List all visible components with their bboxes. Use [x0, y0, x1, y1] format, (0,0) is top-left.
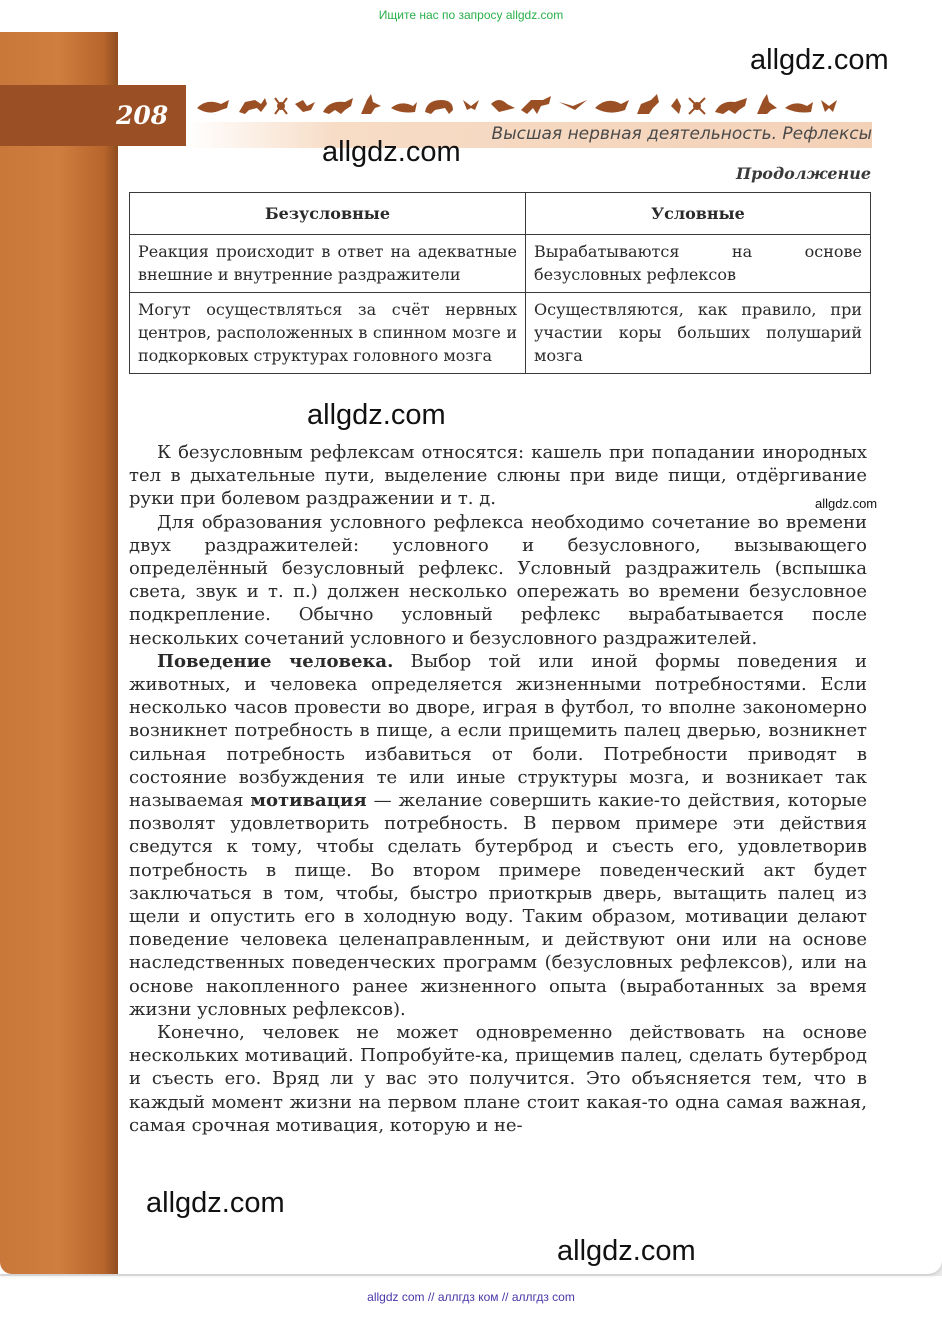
watermark: allgdz.com: [322, 136, 461, 168]
table-cell: Осуществляются, как правило, при участии коры больших полушарий мозга: [526, 293, 871, 374]
body-text: [129, 441, 867, 1137]
watermark: allgdz.com: [557, 1235, 696, 1267]
watermark: allgdz.com: [815, 496, 878, 511]
watermark: allgdz.com: [146, 1187, 285, 1219]
paragraph: К безусловным рефлексам относятся: кашель при попадании инородных тел в дыхательные пути, выделение слюны при виде пищи, отдёргивание руки при болевом раздражении и т. д.: [129, 442, 867, 510]
table-header-row: [130, 193, 871, 235]
paragraph-heading: Поведение человека.: [157, 650, 394, 672]
book-spine: [0, 32, 118, 1274]
table-header-cell: Условные: [526, 193, 871, 235]
watermark: allgdz.com: [750, 44, 889, 76]
paragraph-text: Выбор той или иной формы поведения и животных, и человека определяется жизненными потребностями. Если несколько часов провести во дворе, играя в футбол, то вполне закономерно возникнет потребность в пище, а если прищемить палец дверью, возникнет сильная потребность избавиться от боли. Потребности приводят в состояние возбуждения те или иные структуры мозга, и возникает так называемая: [129, 650, 867, 812]
table-row: [130, 235, 871, 293]
top-banner[interactable]: Ищите нас по запросу allgdz.com: [378, 8, 564, 22]
bottom-links[interactable]: allgdz com // аллгдз ком // аллгдз com: [367, 1290, 575, 1304]
key-term: мотивация: [250, 790, 367, 812]
page: [0, 32, 942, 1276]
table-cell: Могут осуществляться за счёт нервных центров, расположенных в спинном мозге и подкорковых структурах головного мозга: [130, 293, 526, 374]
table-row: [130, 293, 871, 374]
table-continued-label: Продолжение: [736, 164, 872, 183]
table-cell: Реакция происходит в ответ на адекватные внешние и внутренние раздражители: [130, 235, 526, 293]
section-title: Высшая нервная деятельность. Рефлексы: [491, 124, 872, 144]
book-page: [0, 32, 942, 1274]
animal-silhouettes-strip: [195, 90, 845, 120]
table-header-cell: Безусловные: [130, 193, 526, 235]
watermark: allgdz.com: [307, 399, 446, 431]
page-number: 208: [116, 101, 169, 130]
paragraph: [129, 650, 867, 1021]
paragraph: Для образования условного рефлекса необходимо сочетание во времени двух раздражителей: условного и безусловного, вызывающего определённый безусловный рефлекс. Условный раздражитель (вспышка света, звук и т. п.) должен несколько опережать во времени безусловное подкрепление. Обычно условный рефлекс вырабатывается после нескольких сочетаний условного и безусловного раздражителей.: [129, 511, 867, 649]
reflex-comparison-table: [129, 192, 871, 374]
paragraph: Конечно, человек не может одновременно действовать на основе нескольких мотиваций. Попробуйте-ка, прищемив палец, сделать бутерброд и съесть его. Вряд ли у вас это получится. Это объясняется тем, что в каждый момент жизни на первом плане стоит какая-то одна самая важная, самая срочная мотивация, которую и не-: [129, 1022, 867, 1136]
table-cell: Вырабатываются на основе безусловных рефлексов: [526, 235, 871, 293]
animal-silhouettes-icon: [195, 90, 845, 120]
paragraph-text: — желание совершить какие-то действия, которые позволят удовлетворить потребность. В первом примере эти действия сведутся к тому, чтобы сделать бутерброд и съесть его, удовлетворив потребность в пище. Во втором примере поведенческий акт будет заключаться в том, чтобы, быстро приоткрыв дверь, вытащить палец из щели и опустить его в холодную воду. Таким образом, мотивации делают поведение человека целенаправленным, и действуют они или на основе наследственных поведенческих программ (безусловных рефлексов), или на основе накопленного ранее жизненного опыта (выработанных за время жизни условных рефлексов).: [129, 790, 867, 1020]
